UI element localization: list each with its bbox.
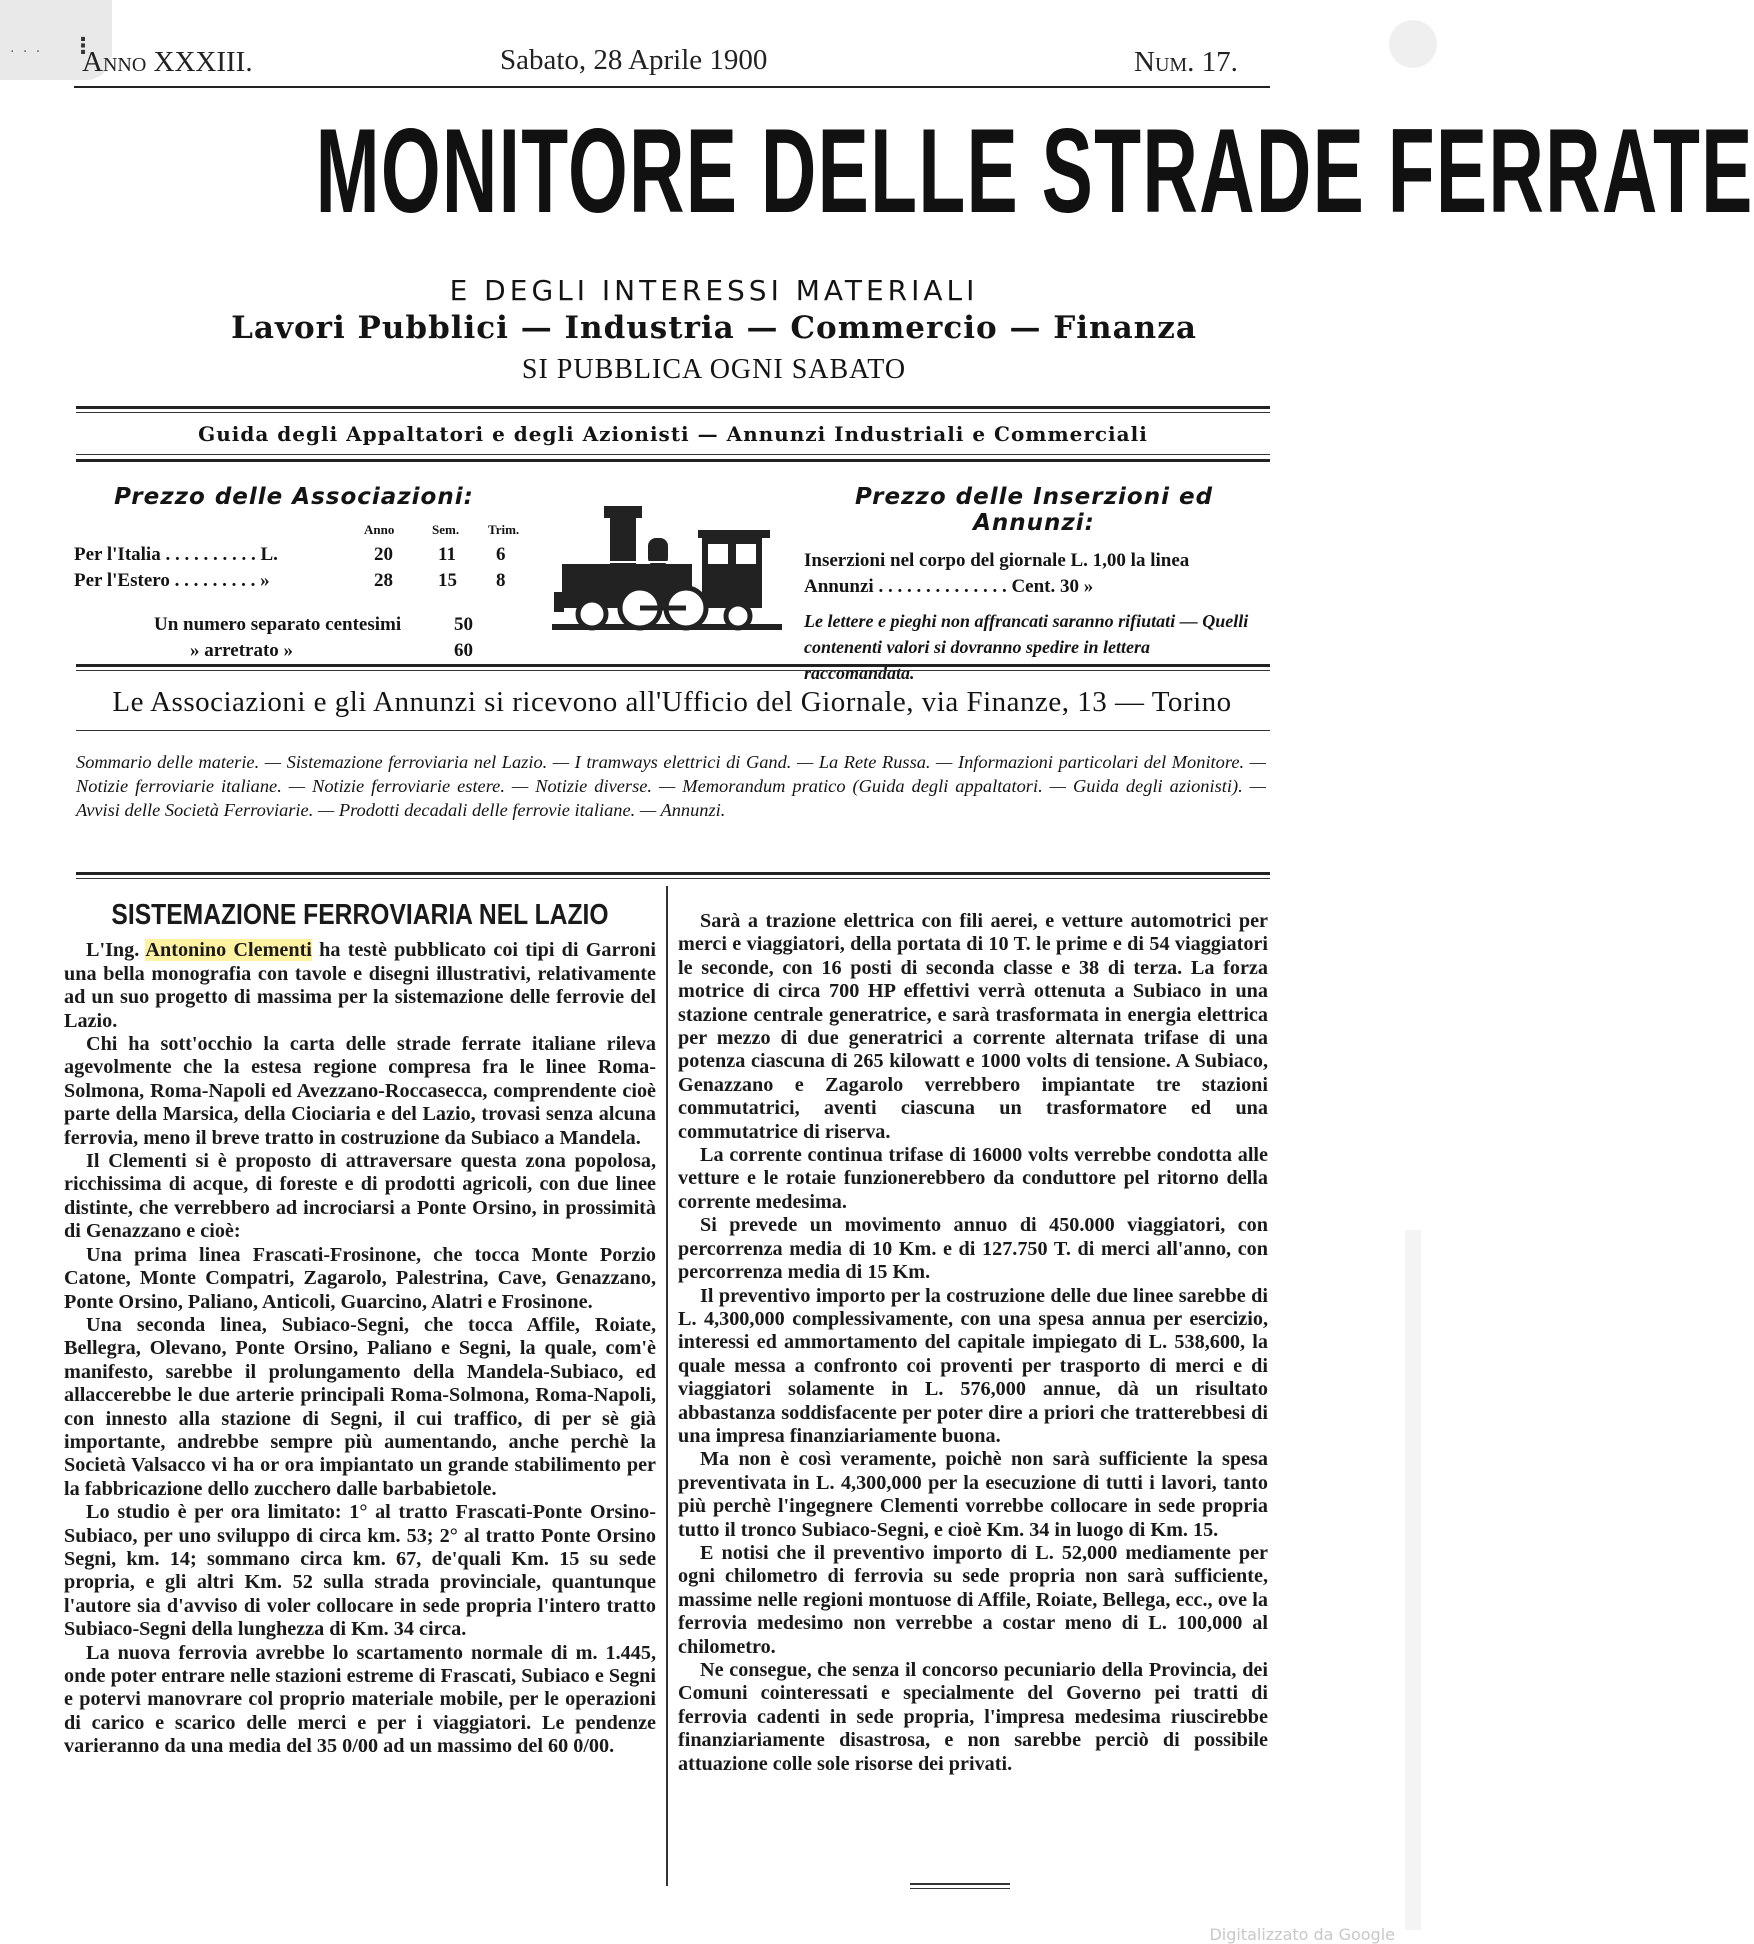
article-paragraph: Ma non è così veramente, poichè non sarà sufficiente la spesa preventivata in L. 4,300,000 per la esecuzione di tutti i lavori, tanto più perchè l'ingegnere Clementi vorrebbe collocare in sede propria tutto il tronco Subiaco-Segni, e cioè Km. 34 in luogo di Km. 15. xyxy=(678,1448,1268,1541)
highlighted-author-name[interactable]: Antonino Clementi xyxy=(145,939,312,962)
price-row xyxy=(74,570,506,592)
article-paragraph: Il preventivo importo per la costruzione delle due linee sarebbe di L. 4,300,000 complessivamente, con una spesa annua per esercizio, interessi ed ammortamento del capitale impiegato di L. 538,600, la quale messa a confronto coi proventi per trasporto di merci e di viaggiatori solamente in L. 576,000 annue, dà un risultato abbastanza soddisfacente per poter dire a priori che tratterebbesi di una impresa finanziariamente buona. xyxy=(678,1284,1268,1447)
issue-line xyxy=(64,38,1264,78)
subscription-prices xyxy=(74,484,520,661)
column-header: Trim. xyxy=(488,522,520,537)
article-paragraph: Ne consegue, che senza il concorso pecuniario della Provincia, dei Comuni cointeressati e specialmente del Governo pei tratti di ferrovia cadenti in sede propria, l'impresa medesima riuscirebbe finanziariamente disastrosa, e non sarebbe perciò di possibile attuazione colle sole risorse dei privati. xyxy=(678,1659,1268,1775)
announcement-line: Annunzi . . . . . . . . . . . . . . Cent. 30 » xyxy=(804,576,1094,597)
article-paragraph: Lo studio è per ora limitato: 1° al tratto Frascati-Ponte Orsino-Subiaco, per uno sviluppo di circa km. 53; 2° al tratto Ponte Orsino Segni, km. 14; sommano circa km. 67, de'quali Km. 15 su sede propria, e gli altri Km. 52 sulla strada provinciale, quantunque l'autore sia d'avviso di voler collocare in sede propria l'intero tratto Subiaco-Segni della lunghezza di Km. 34 circa. xyxy=(64,1501,656,1641)
divider xyxy=(76,872,1270,875)
masthead-topics: Lavori Pubblici — Industria — Commercio — Finanza xyxy=(231,310,1197,346)
row-label: » arretrato » xyxy=(190,640,294,661)
price-value: 60 xyxy=(454,640,473,661)
office-address: Le Associazioni e gli Annunzi si ricevono all'Ufficio del Giornale, via Finanze, 13 — Torino xyxy=(112,686,1232,718)
divider xyxy=(76,454,1270,455)
article-paragraph: Sarà a trazione elettrica con fili aerei, e vetture automotrici per merci e viaggiatori, della portata di 10 T. le prime e di 54 viaggiatori le seconde, con 16 posti di seconda classe e 38 di terza. La forza motrice di circa 700 HP effettivi verrà ottenuta a Subiaco in una stazione centrale generatrice, e sarà trasformata in energia elettrica per mezzo di due generatrici a corrente alternata trifase di una potenza ciascuna di 265 kilowatt e 1000 volts di tensione. A Subiaco, Genazzano e Zagarolo verrebbero impiantate tre stazioni commutatrici, aventi ciascuna un trasformatore ed una commutatrice di riserva. xyxy=(678,910,1268,1143)
issue-year: Anno XXXIII. xyxy=(82,46,253,78)
divider xyxy=(74,86,1270,88)
table-of-contents: Sommario delle materie. — Sistemazione ferroviaria nel Lazio. — I tramways elettrici di Gand. — La Rete Russa. — Informazioni particolari del Monitore. — Notizie ferroviarie italiane. — Notizie ferroviarie estere. — Notizie diverse. — Memorandum pratico (Guida degli appaltatori. — Guida degli azionisti). — Avvisi delle Società Ferroviarie. — Prodotti decadali delle ferrovie italiane. — Annunzi. xyxy=(76,752,1266,820)
article-paragraph: E notisi che il preventivo importo di L. 52,000 mediamente per ogni chilometro di ferrovia su sede propria non sarà sufficiente, massime nelle regioni montuose di Affile, Roiate, Bellega, ecc., ove la ferrovia medesimo non verrebbe a costar meno di L. 100,000 al chilometro. xyxy=(678,1541,1268,1658)
divider xyxy=(76,670,1270,671)
price-sem: 11 xyxy=(438,544,456,565)
paragraph-text: ha testè pubblicato coi tipi di Garroni una bella monografia con tavole e disegni illustrativi, relativamente ad un suo progetto di massima per la sistemazione delle ferrovie del Lazio. xyxy=(64,939,657,1032)
divider xyxy=(76,730,1270,731)
article-paragraph: Chi ha sott'occhio la carta delle strade ferrate italiane rileva agevolmente che la estesa regione compresa fra le linee Roma-Solmona, Roma-Napoli ed Avezzano-Roccasecca, comprendente cioè parte della Marsica, della Ciociaria e del Lazio, trovasi senza alcuna ferrovia, meno il breve tratto in costruzione da Subiaco a Mandela. xyxy=(64,1033,656,1149)
insertion-prices xyxy=(804,484,1264,686)
subscription-heading: Prezzo delle Associazioni: xyxy=(114,484,474,510)
price-trim: 6 xyxy=(496,544,506,565)
article-column-left xyxy=(64,899,657,1759)
divider xyxy=(76,664,1270,667)
row-label: Un numero separato centesimi xyxy=(154,614,402,635)
article-paragraph: Una seconda linea, Subiaco-Segni, che tocca Affile, Roiate, Bellegra, Olevano, Ponte Orsino, Paliano e Segni, la quale, com'è manifesto, sarebbe il prolungamento della Mandela-Subiaco, ed allaccerebbe le due arterie principali Roma-Solmona, Roma-Napoli, con innesto alla stazione di Segni, il cui traffico, di per sè già importante, andrebbe sempre più aumentando, anche perchè la Società Valsacco vi ha or ora impiantato un grande stabilimento per la fabbricazione dello zucchero dalle barbabietole. xyxy=(64,1313,656,1500)
divider xyxy=(76,406,1270,409)
article-paragraph: Il Clementi si è proposto di attraversare questa zona popolosa, ricchissima di acque, di foreste e di prodotti agricoli, con due linee distinte, che verrebbero ad incrociarsi a Ponte Orsino, in prossimità di Genazzano e cioè: xyxy=(64,1150,656,1243)
mail-notice: Le lettere e pieghi non affrancati saranno rifiutati — Quelli contenenti valori si dovranno spedire in lettera raccomandata. xyxy=(804,611,1249,683)
divider xyxy=(76,412,1270,413)
column-divider xyxy=(666,886,668,1886)
column-header: Anno xyxy=(364,522,395,537)
price-row xyxy=(190,640,473,662)
digitization-watermark: Digitalizzato da Google xyxy=(1209,1925,1395,1944)
article-title: SISTEMAZIONE FERROVIARIA NEL LAZIO xyxy=(111,899,609,931)
article-paragraph: Una prima linea Frascati-Frosinone, che tocca Monte Porzio Catone, Monte Compatri, Zagarolo, Palestrina, Cave, Genazzano, Ponte Orsino, Paliano, Anticoli, Guarcino, Alatri e Frosinone. xyxy=(64,1243,656,1313)
price-sem: 15 xyxy=(438,570,457,591)
article-paragraph xyxy=(64,939,656,1033)
price-row xyxy=(154,614,473,636)
masthead-frequency: SI PUBBLICA OGNI SABATO xyxy=(521,354,907,385)
price-trim: 8 xyxy=(496,570,506,591)
locomotive-illustration xyxy=(552,496,782,644)
paragraph-text: L'Ing. xyxy=(86,939,146,962)
price-anno: 28 xyxy=(374,570,393,591)
page-side-margin xyxy=(1405,1230,1421,1930)
article-paragraph: La nuova ferrovia avrebbe lo scartamento normale di m. 1.445, onde poter entrare nelle stazioni estreme di Frascati, Subiaco e Segni e potervi manovrare col proprio materiale mobile, per le operazioni di carico e scarico delle merci e per i viaggiatori. Le pendenze varieranno da una media del 35 0/00 ad un massimo del 60 0/00. xyxy=(64,1641,656,1758)
insertion-line: Inserzioni nel corpo del giornale L. 1,00 la linea xyxy=(804,550,1190,571)
price-anno: 20 xyxy=(374,544,393,565)
newspaper-page xyxy=(64,38,1754,1775)
price-value: 50 xyxy=(454,614,473,635)
article-column-right xyxy=(678,910,1268,1776)
article-end-rule xyxy=(910,1883,1010,1885)
newspaper-title: MONITORE DELLE STRADE FERRATE xyxy=(315,104,1754,238)
masthead xyxy=(114,104,1754,238)
insertion-heading: Prezzo delle Inserzioni ed Annunzi: xyxy=(854,484,1214,536)
menu-dots-icon: · · · xyxy=(10,44,43,60)
row-label: Per l'Estero . . . . . . . . . » xyxy=(74,570,270,591)
article-end-rule xyxy=(910,1888,1010,1889)
more-options-icon[interactable]: ⋮ xyxy=(72,34,94,59)
guide-line: Guida degli Appaltatori e degli Azionisti — Annunzi Industriali e Commerciali xyxy=(198,422,1148,446)
issue-date: Sabato, 28 Aprile 1900 xyxy=(500,44,768,76)
scroll-control-icon[interactable] xyxy=(1389,20,1437,68)
issue-number: Num. 17. xyxy=(1134,46,1238,78)
divider xyxy=(76,459,1270,462)
row-label: Per l'Italia . . . . . . . . . . L. xyxy=(74,544,278,565)
price-row xyxy=(74,544,506,566)
divider xyxy=(76,878,1270,879)
masthead-subtitle: E DEGLI INTERESSI MATERIALI xyxy=(449,274,979,307)
article-paragraph: Si prevede un movimento annuo di 450.000 viaggiatori, con percorrenza media di 10 Km. e di 127.750 T. di merci all'anno, con percorrenza media di 15 Km. xyxy=(678,1214,1268,1284)
article-paragraph: La corrente continua trifase di 16000 volts verrebbe condotta alle vetture e le rotaie funzionerebbero da conduttore pel ritorno della corrente medesima. xyxy=(678,1144,1268,1213)
column-header: Sem. xyxy=(432,522,460,537)
